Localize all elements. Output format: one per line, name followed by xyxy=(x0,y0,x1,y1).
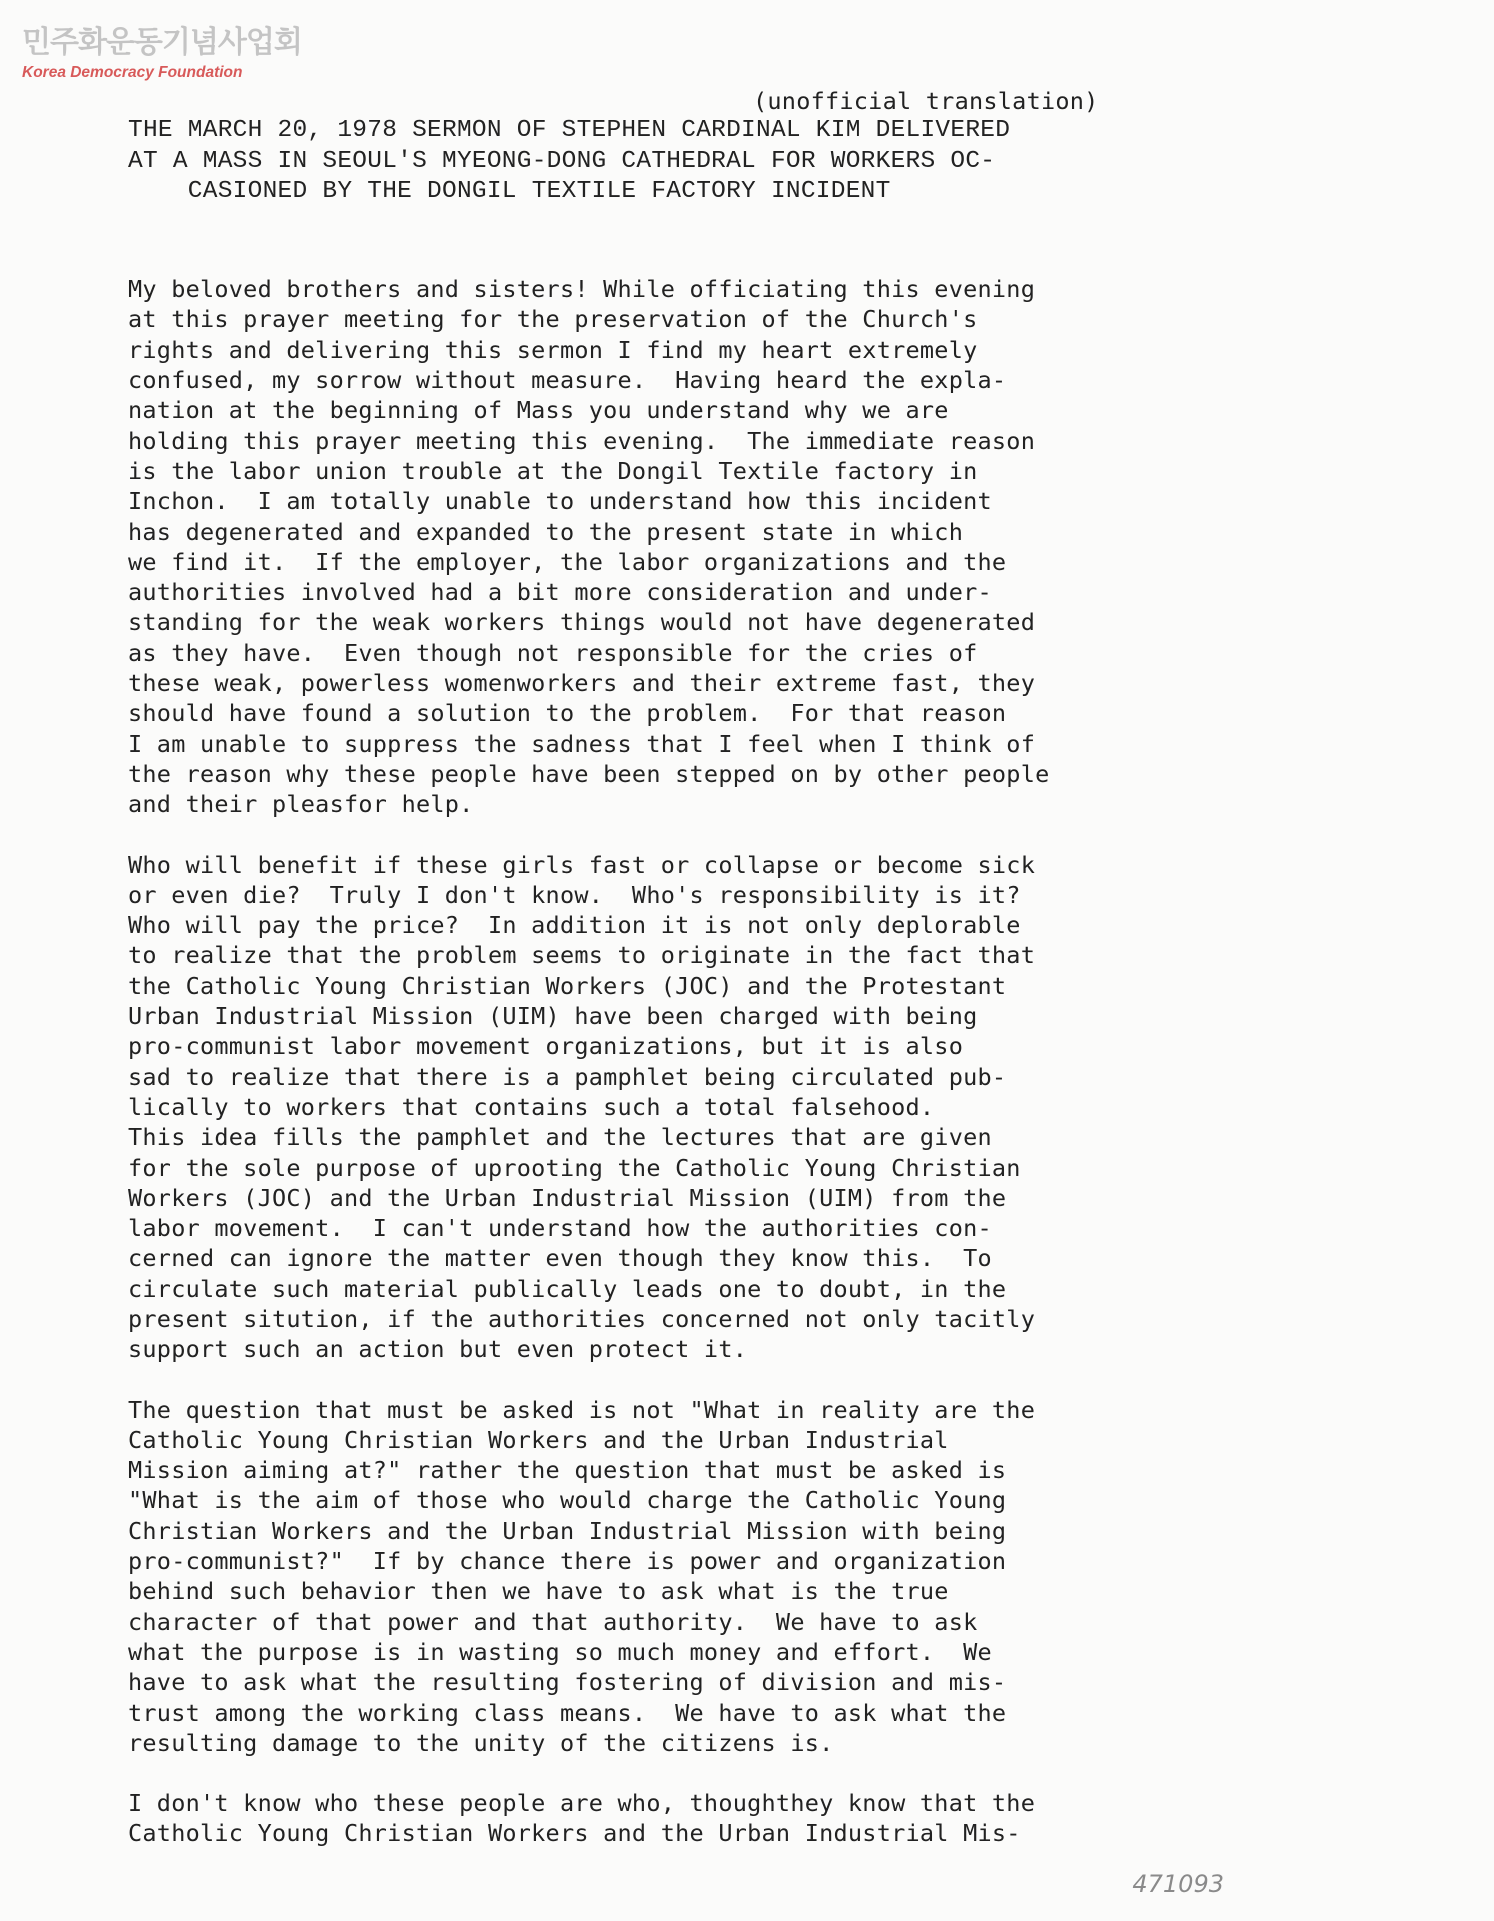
text-line: Urban Industrial Mission (UIM) have been charged with being xyxy=(128,1002,978,1031)
text-line: the reason why these people have been stepped on by other people xyxy=(128,759,1050,788)
text-line: Catholic Young Christian Workers and the Urban Industrial Mis- xyxy=(128,1819,1021,1848)
text-line: these weak, powerless womenworkers and their extreme fast, they xyxy=(128,669,1036,698)
text-line: "What is the aim of those who would charge the Catholic Young xyxy=(128,1486,1007,1515)
text-line: standing for the weak workers things would not have degenerated xyxy=(128,608,1036,637)
document-page xyxy=(128,86,1278,1849)
text-line: to realize that the problem seems to originate in the fact that xyxy=(128,941,1036,970)
text-line: confused, my sorrow without measure. Having heard the expla- xyxy=(128,366,1007,395)
text-line: and their pleasfor help. xyxy=(128,790,474,819)
text-line: as they have. Even though not responsible for the cries of xyxy=(128,638,978,667)
text-line: Who will pay the price? In addition it is not only deplorable xyxy=(128,911,1021,940)
text-line: Christian Workers and the Urban Industrial Mission with being xyxy=(128,1516,1007,1545)
translation-note: (unofficial translation) xyxy=(753,87,1099,115)
text-line: or even die? Truly I don't know. Who's responsibility is it? xyxy=(128,880,1021,909)
text-line: we find it. If the employer, the labor organizations and the xyxy=(128,547,1007,576)
watermark-english: Korea Democracy Foundation xyxy=(22,64,243,81)
text-line: nation at the beginning of Mass you understand why we are xyxy=(128,396,949,425)
text-line: what the purpose is in wasting so much money and effort. We xyxy=(128,1637,992,1666)
text-line: Inchon. I am totally unable to understand how this incident xyxy=(128,487,992,516)
text-line: for the sole purpose of uprooting the Catholic Young Christian xyxy=(128,1153,1021,1182)
text-line: Who will benefit if these girls fast or collapse or become sick xyxy=(128,850,1036,879)
title-line: CASIONED BY THE DONGIL TEXTILE FACTORY INCIDENT xyxy=(128,177,891,205)
paragraph-3 xyxy=(128,1395,1278,1759)
text-line: has degenerated and expanded to the present state in which xyxy=(128,517,964,546)
text-line: My beloved brothers and sisters! While officiating this evening xyxy=(128,275,1036,304)
paragraph-1 xyxy=(128,274,1278,819)
paragraph-2 xyxy=(128,850,1278,1365)
text-line: The question that must be asked is not "What in reality are the xyxy=(128,1395,1036,1424)
text-line: is the labor union trouble at the Dongil Textile factory in xyxy=(128,456,978,485)
sermon-title xyxy=(128,116,1278,207)
text-line: the Catholic Young Christian Workers (JOC) and the Protestant xyxy=(128,971,1007,1000)
text-line: pro-communist labor movement organizations, but it is also xyxy=(128,1032,964,1061)
text-line: holding this prayer meeting this evening. The immediate reason xyxy=(128,426,1036,455)
text-line: behind such behavior then we have to ask what is the true xyxy=(128,1577,949,1606)
text-line: present sitution, if the authorities concerned not only tacitly xyxy=(128,1304,1036,1333)
text-line: labor movement. I can't understand how the authorities con- xyxy=(128,1214,992,1243)
text-line: lically to workers that contains such a total falsehood. xyxy=(128,1092,935,1121)
watermark-korean: 민주화운동기념사업회 xyxy=(22,25,302,60)
page-number: 471093 xyxy=(1132,1870,1224,1898)
text-line: pro-communist?" If by chance there is power and organization xyxy=(128,1547,1007,1576)
text-line: Workers (JOC) and the Urban Industrial Mission (UIM) from the xyxy=(128,1183,1007,1212)
text-line: Catholic Young Christian Workers and the Urban Industrial xyxy=(128,1425,949,1454)
kdf-watermark xyxy=(22,24,322,82)
text-line: trust among the working class means. We have to ask what the xyxy=(128,1698,1007,1727)
text-line: Mission aiming at?" rather the question that must be asked is xyxy=(128,1456,1007,1485)
text-line: character of that power and that authority. We have to ask xyxy=(128,1607,978,1636)
text-line: support such an action but even protect it. xyxy=(128,1335,748,1364)
text-line: This idea fills the pamphlet and the lectures that are given xyxy=(128,1123,992,1152)
paragraph-4 xyxy=(128,1788,1278,1849)
text-line: rights and delivering this sermon I find my heart extremely xyxy=(128,335,978,364)
text-line: sad to realize that there is a pamphlet being circulated pub- xyxy=(128,1062,1007,1091)
text-line: circulate such material publically leads one to doubt, in the xyxy=(128,1274,1007,1303)
title-line: THE MARCH 20, 1978 SERMON OF STEPHEN CARDINAL KIM DELIVERED xyxy=(128,117,1011,145)
text-line: cerned can ignore the matter even though they know this. To xyxy=(128,1244,992,1273)
text-line: I don't know who these people are who, thoughthey know that the xyxy=(128,1789,1036,1818)
text-line: I am unable to suppress the sadness that I feel when I think of xyxy=(128,729,1036,758)
text-line: at this prayer meeting for the preservation of the Church's xyxy=(128,305,978,334)
text-line: should have found a solution to the problem. For that reason xyxy=(128,699,1007,728)
text-line: resulting damage to the unity of the citizens is. xyxy=(128,1728,834,1757)
text-line: have to ask what the resulting fostering of division and mis- xyxy=(128,1668,1007,1697)
text-line: authorities involved had a bit more consideration and under- xyxy=(128,578,992,607)
title-line: AT A MASS IN SEOUL'S MYEONG-DONG CATHEDRAL FOR WORKERS OC- xyxy=(128,147,996,175)
